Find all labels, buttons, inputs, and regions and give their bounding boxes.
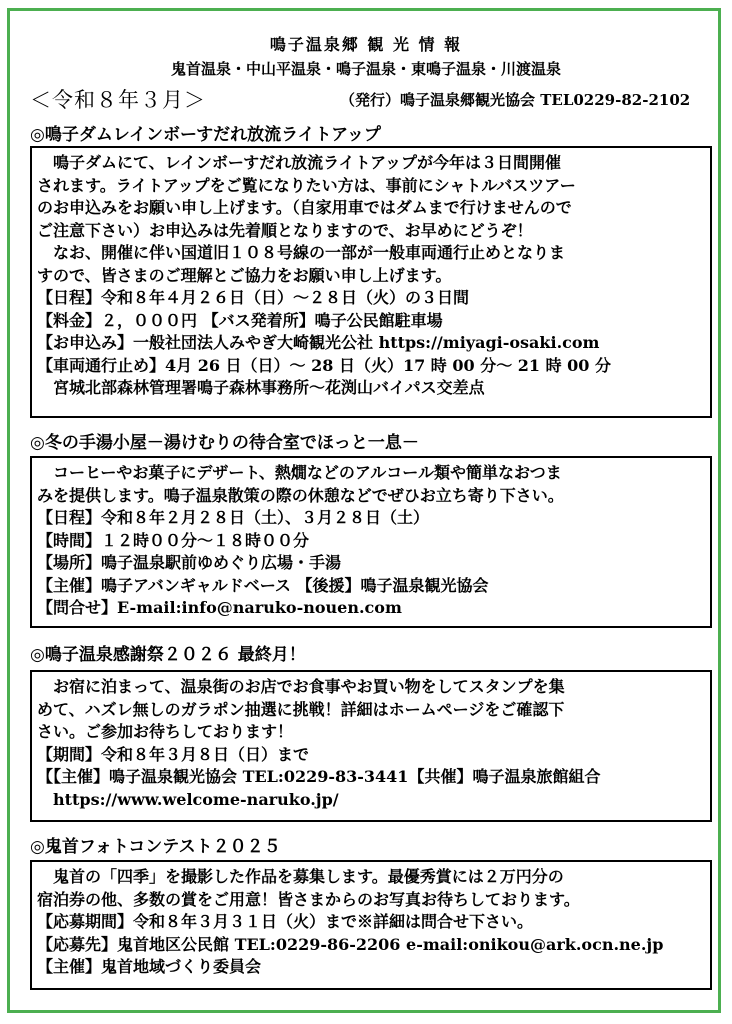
text-line: すので、皆さまのご理解とご協力をお願い申し上げます。: [37, 265, 452, 285]
section-heading-rainbow-lightup: ◎鳴子ダムレインボーすだれ放流ライトアップ: [30, 125, 381, 145]
section-body: [37, 462, 704, 620]
text-line: 【場所】鳴子温泉駅前ゆめぐり広場・手湯: [37, 553, 342, 572]
text-line: 【主催】鳴子アバンギャルドベース 【後援】鳴子温泉観光協会: [37, 575, 489, 595]
text-line: 【応募先】鬼首地区公民館 TEL:0229-86-2206 e-mail:onikou@ark.ocn.ne.jp: [37, 934, 664, 954]
section-heading-winter-teyu: ◎冬の手湯小屋－湯けむりの待合室でほっと一息－: [30, 433, 419, 453]
text-line: みを提供します。鳴子温泉散策の際の休憩などでぜひお立ち寄り下さい。: [37, 485, 564, 505]
text-line: 【主催】鬼首地域づくり委員会: [37, 957, 262, 976]
text-line: 鬼首の「四季」を撮影した作品を募集します。最優秀賞には２万円分の: [37, 867, 564, 886]
text-line: 【問合せ】E-mail:info@naruko-nouen.com: [37, 598, 402, 617]
text-line: 【料金】２，０００円 【バス発着所】鳴子公民館駐車場: [37, 310, 443, 330]
section-box-rainbow-lightup: [30, 146, 712, 418]
section-body: [37, 866, 704, 979]
text-line: 宿泊券の他、多数の賞をご用意！皆さまからのお写真お待ちしております。: [37, 889, 580, 909]
page-title: 鳴子温泉郷 観 光 情 報: [269, 35, 463, 54]
text-line: さい。ご参加お待ちしております！: [37, 722, 294, 741]
text-line: めて、ハズレ無しのガラポン抽選に挑戦！詳細はホームページをご確認下: [37, 699, 565, 719]
text-line: なお、開催に伴い国道旧１０８号線の一部が一般車両通行止めとなりま: [37, 243, 566, 262]
text-line: のお申込みをお願い申し上げます。（自家用車ではダムまで行けませんので: [37, 198, 572, 217]
text-line: 【車両通行止め】4月 26 日（日）～ 28 日（火）17 時 00 分～ 21 時 00 分: [37, 355, 612, 375]
text-line: されます。ライトアップをご覧になりたい方は、事前にシャトルバスツアー: [37, 175, 576, 195]
text-line: 宮城北部森林管理署鳴子森林事務所～花渕山バイパス交差点: [37, 378, 485, 397]
text-line: お宿に泊まって、温泉街のお店でお食事やお買い物をしてスタンプを集: [37, 677, 565, 696]
section-body: [37, 152, 704, 400]
section-heading-photo-contest: ◎鬼首フォトコンテスト２０２５: [30, 837, 281, 857]
text-line: 【お申込み】一般社団法人みやぎ大崎観光公社 https://miyagi-osaki.com: [37, 333, 600, 352]
section-heading-thanksgiving-festival: ◎鳴子温泉感謝祭２０２６ 最終月！: [30, 645, 306, 665]
text-line: https://www.welcome-naruko.jp/: [37, 789, 339, 809]
text-line: 【日程】令和８年２月２８日（土）、３月２８日（土）: [37, 508, 430, 527]
text-line: 【応募期間】令和８年３月３１日（火）まで※詳細は問合せ下さい。: [37, 912, 534, 931]
publisher-info: （発行）鳴子温泉郷観光協会 TEL0229-82-2102: [340, 91, 691, 109]
issue-date: ＜令和８年３月＞: [30, 88, 206, 112]
section-box-photo-contest: [30, 860, 712, 990]
section-body: [37, 676, 704, 811]
text-line: 【【主催】鳴子温泉観光協会 TEL:0229-83-3441【共催】鳴子温泉旅館組合: [37, 767, 601, 786]
page-subtitle: 鬼首温泉・中山平温泉・鳴子温泉・東鳴子温泉・川渡温泉: [170, 60, 561, 78]
text-line: 【時間】１２時００分～１８時００分: [37, 530, 310, 550]
text-line: ご注意下さい）お申込みは先着順となりますので、お早めにどうぞ！: [37, 220, 533, 240]
text-line: コーヒーやお菓子にデザート、熱燗などのアルコール類や簡単なおつま: [37, 463, 562, 482]
section-box-winter-teyu: [30, 456, 712, 628]
section-box-thanksgiving-festival: [30, 670, 712, 822]
text-line: 【日程】令和８年４月２６日（日）～２８日（火）の３日間: [37, 288, 470, 307]
text-line: 鳴子ダムにて、レインボーすだれ放流ライトアップが今年は３日間開催: [37, 153, 562, 172]
text-line: 【期間】令和８年３月８日（日）まで: [37, 744, 310, 764]
